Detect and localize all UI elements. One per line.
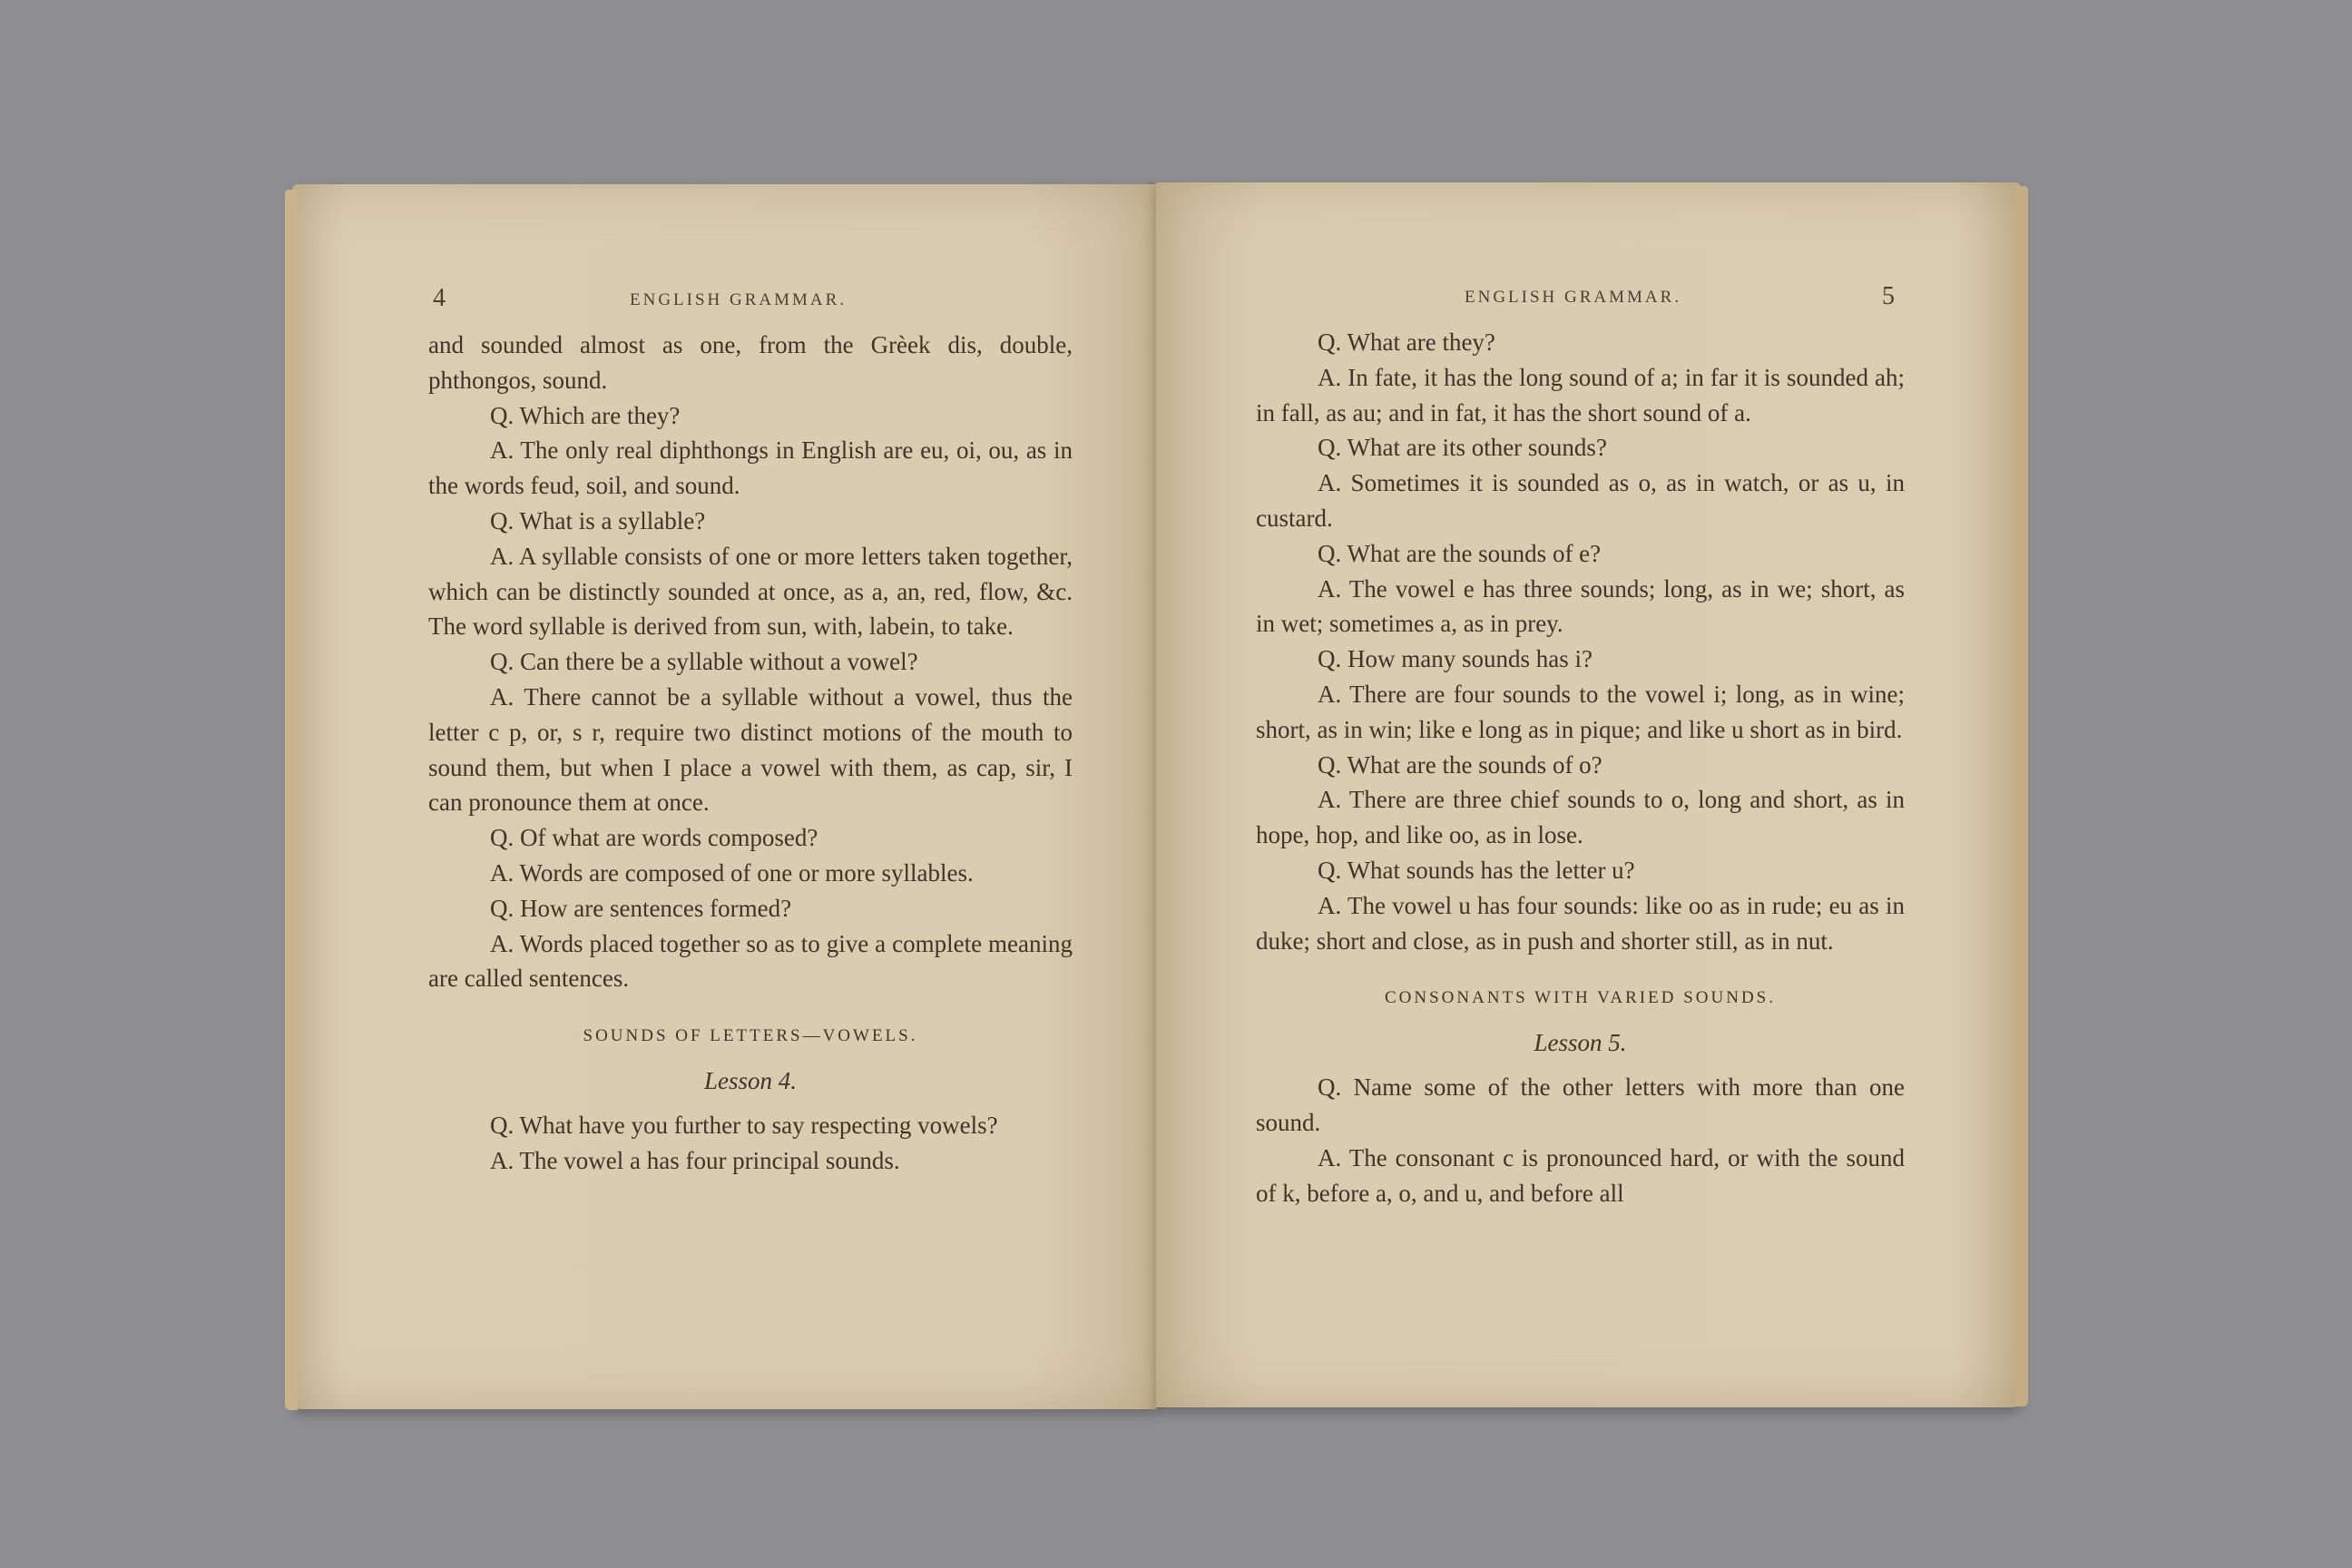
question: Q. What are its other sounds? xyxy=(1318,434,1607,462)
paragraph: and sounded almost as one, from the Grèek dis, double, phthongos, sound. xyxy=(428,331,1073,394)
answer: A. In fate, it has the long sound of a; in far it is sounded ah; in fall, as au; and in fat, it has the short sound of a. xyxy=(1256,363,1905,426)
left-page xyxy=(292,184,1156,1409)
running-head: ENGLISH GRAMMAR. xyxy=(630,290,848,309)
question: Q. What are the sounds of o? xyxy=(1318,750,1602,779)
answer: A. Words placed together so as to give a complete meaning are called sentences. xyxy=(428,929,1073,993)
question: Q. What are the sounds of e? xyxy=(1318,539,1602,567)
answer: A. The vowel e has three sounds; long, as in we; short, as in wet; sometimes a, as in prey. xyxy=(1256,574,1905,638)
question: Q. Name some of the other letters with more than one sound. xyxy=(1256,1073,1905,1136)
right-page-text xyxy=(1256,325,1905,1210)
question: Q. What sounds has the letter u? xyxy=(1318,856,1635,884)
answer: A. Sometimes it is sounded as o, as in watch, or as u, in custard. xyxy=(1256,469,1905,532)
section-heading: CONSONANTS WITH VARIED SOUNDS. xyxy=(1385,988,1776,1008)
question: Q. Which are they? xyxy=(490,401,681,429)
left-page-text xyxy=(428,328,1073,1179)
answer: A. The consonant c is pronounced hard, or with the sound of k, before a, o, and u, and before all xyxy=(1256,1143,1905,1207)
page-edges-left xyxy=(285,190,298,1410)
running-head: ENGLISH GRAMMAR. xyxy=(1465,288,1682,307)
page-number: 4 xyxy=(433,284,446,312)
page-edges-right xyxy=(2015,186,2028,1406)
question: Q. Of what are words composed? xyxy=(490,824,818,852)
answer: A. A syllable consists of one or more letters taken together, which can be distinctly sounded at once, as a, an, red, flow, &c. The word syllable is derived from sun, with, labein, to take. xyxy=(428,542,1073,641)
question: Q. Can there be a syllable without a vowel? xyxy=(490,648,918,676)
question: Q. What is a syllable? xyxy=(490,506,706,534)
answer: A. There are three chief sounds to o, long and short, as in hope, hop, and like oo, as in lose. xyxy=(1256,786,1905,849)
answer: A. There are four sounds to the vowel i; long, as in wine; short, as in win; like e long as in pique; and like u short as in bird. xyxy=(1256,680,1905,743)
question: Q. How many sounds has i? xyxy=(1318,645,1592,673)
question: Q. How are sentences formed? xyxy=(490,894,792,922)
page-number: 5 xyxy=(1882,282,1895,310)
lesson-heading: Lesson 4. xyxy=(703,1067,797,1095)
section-heading: SOUNDS OF LETTERS—VOWELS. xyxy=(583,1026,918,1046)
answer: A. There cannot be a syllable without a vowel, thus the letter c p, or, s r, require two distinct motions of the mouth to sound them, but when I place a vowel with them, as cap, sir, I can pronounce them at once. xyxy=(428,682,1073,817)
lesson-heading: Lesson 5. xyxy=(1534,1029,1627,1057)
question: Q. What have you further to say respecting vowels? xyxy=(490,1111,998,1139)
open-book xyxy=(292,175,2021,1416)
question: Q. What are they? xyxy=(1318,328,1495,356)
answer: A. The vowel u has four sounds: like oo as in rude; eu as in duke; short and close, as in push and shorter still, as in nut. xyxy=(1256,891,1905,955)
answer: A. The only real diphthongs in English are eu, oi, ou, as in the words feud, soil, and sound. xyxy=(428,436,1073,500)
answer: A. Words are composed of one or more syllables. xyxy=(490,858,974,887)
answer: A. The vowel a has four principal sounds. xyxy=(490,1146,900,1174)
right-page xyxy=(1156,182,2021,1407)
